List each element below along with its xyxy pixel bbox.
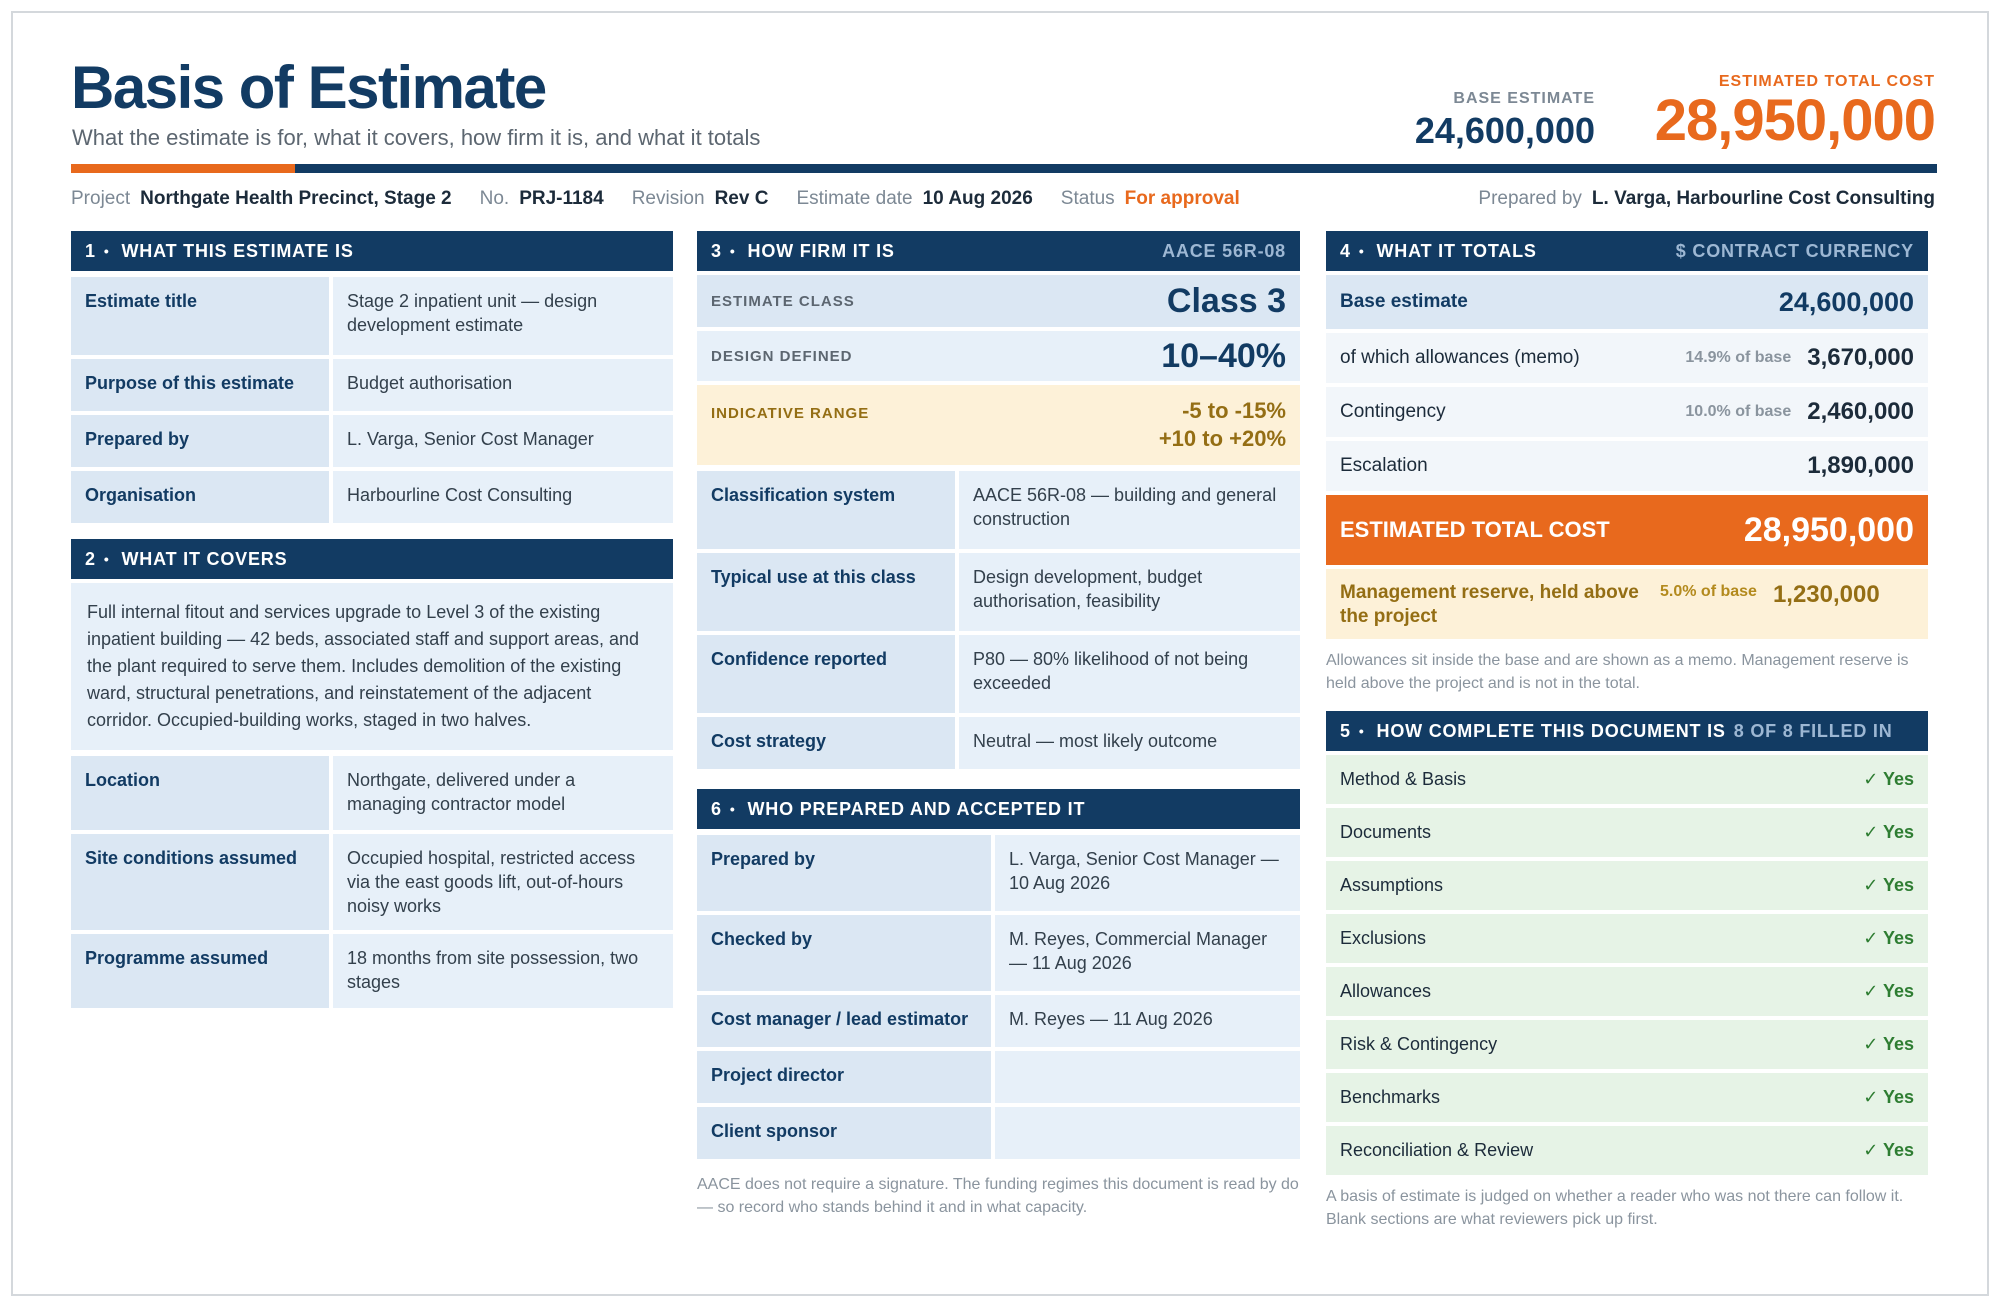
contingency-row (1326, 387, 1928, 437)
project-value: Northgate Health Precinct, Stage 2 (140, 188, 452, 209)
section-2-number: 2 (85, 548, 96, 569)
indicative-range-row (697, 385, 1300, 465)
table-row (71, 471, 673, 523)
project-label: Project (71, 188, 131, 209)
row-label: Estimate title (71, 277, 333, 355)
checklist-label: Risk & Contingency (1340, 1034, 1498, 1054)
allowances-row (1326, 333, 1928, 383)
estimate-class-label: ESTIMATE CLASS (711, 292, 855, 310)
management-reserve-percent: 5.0% of base (1660, 583, 1757, 600)
management-reserve-value: 1,230,000 (1772, 581, 1880, 608)
checklist-item (1326, 1073, 1928, 1122)
indicative-range-values (1159, 397, 1286, 453)
contingency-value: 2,460,000 (1807, 398, 1914, 425)
estimated-total-value: 28,950,000 (1743, 510, 1914, 549)
row-value: AACE 56R-08 — building and general construction (959, 471, 1300, 549)
header-rule-accent (71, 164, 295, 173)
section-6-note: AACE does not require a signature. The funding regimes this document is read by do — so record who stands behind it and in what capacity. (697, 1176, 1299, 1216)
revision-value: Rev C (714, 188, 769, 209)
section-6-header: 6 • WHO PREPARED AND ACCEPTED IT (697, 789, 1300, 829)
section-4-number: 4 (1340, 240, 1351, 261)
section-5-note: A basis of estimate is judged on whether a reader who was not there can follow it. Blank sections are what reviewers pick up first. (1326, 1188, 1904, 1228)
column-right (1326, 231, 1928, 1231)
row-label: Client sponsor (697, 1107, 995, 1159)
section-1-number: 1 (85, 240, 96, 261)
checklist-status: ✓ Yes (1863, 875, 1914, 895)
section-1-table (71, 273, 673, 527)
checklist-label: Method & Basis (1340, 769, 1467, 789)
coverage-description: Full internal fitout and services upgrade to Level 3 of the existing inpatient building — 42 beds, associated staff and support areas, and the plant required to serve them. Includes demolition of the existing ward, structural penetrations, and reinstatement of the adjacent corridor. Occupied-building works, staged in two halves. (71, 583, 673, 750)
total-cost-value: 28,950,000 (1654, 88, 1935, 153)
escalation-label: Escalation (1340, 455, 1428, 476)
section-6-number: 6 (711, 798, 722, 819)
section-5-count: 8 OF 8 FILLED IN (1733, 720, 1893, 741)
row-label: Prepared by (697, 835, 995, 911)
checklist-item (1326, 1126, 1928, 1175)
meta-bar (71, 185, 1935, 213)
section-3-number: 3 (711, 240, 722, 261)
table-row (71, 834, 673, 930)
row-value: L. Varga, Senior Cost Manager (333, 415, 673, 467)
contingency-percent: 10.0% of base (1685, 403, 1792, 420)
checklist-item (1326, 755, 1928, 804)
checklist-item (1326, 861, 1928, 910)
checklist-status: ✓ Yes (1863, 1087, 1914, 1107)
row-value: Budget authorisation (333, 359, 673, 411)
section-6-table (697, 831, 1300, 1163)
row-label: Site conditions assumed (71, 834, 333, 930)
row-label: Typical use at this class (697, 553, 959, 631)
row-label: Confidence reported (697, 635, 959, 713)
section-3-header: 3 • HOW FIRM IT IS AACE 56R-08 (697, 231, 1300, 271)
section-2-table (71, 752, 673, 1012)
section-4-title: WHAT IT TOTALS (1376, 240, 1537, 261)
prepared-by-value: L. Varga, Harbourline Cost Consulting (1591, 188, 1935, 209)
base-estimate-row-label: Base estimate (1340, 291, 1468, 312)
checklist-status: ✓ Yes (1863, 1140, 1914, 1160)
row-label: Prepared by (71, 415, 333, 467)
table-row (697, 717, 1300, 769)
table-row (697, 1107, 1300, 1159)
checklist-item (1326, 1020, 1928, 1069)
row-label: Cost strategy (697, 717, 959, 769)
revision-label: Revision (631, 188, 705, 209)
design-defined-value: 10–40% (1161, 336, 1286, 375)
row-value: M. Reyes, Commercial Manager — 11 Aug 2026 (995, 915, 1300, 991)
section-3-title: HOW FIRM IT IS (747, 240, 895, 261)
row-label: Programme assumed (71, 934, 333, 1008)
header-rule (71, 164, 1937, 173)
checklist-label: Exclusions (1340, 928, 1427, 948)
row-value: 18 months from site possession, two stages (333, 934, 673, 1008)
range-low: -5 to -15% (1182, 398, 1286, 423)
row-value: Neutral — most likely outcome (959, 717, 1300, 769)
base-estimate-row (1326, 275, 1928, 329)
table-row (697, 915, 1300, 991)
table-row (71, 934, 673, 1008)
section-4-note: Allowances sit inside the base and are shown as a memo. Management reserve is held above the project and is not in the total. (1326, 652, 1909, 692)
management-reserve-row (1326, 569, 1928, 639)
row-label: Checked by (697, 915, 995, 991)
estimate-class-value: Class 3 (1166, 281, 1286, 320)
table-row (697, 995, 1300, 1047)
escalation-value: 1,890,000 (1807, 452, 1914, 479)
base-estimate-row-value: 24,600,000 (1778, 286, 1914, 317)
column-middle (697, 231, 1300, 1219)
table-row (697, 835, 1300, 911)
row-value: M. Reyes — 11 Aug 2026 (995, 995, 1300, 1047)
page-subtitle: What the estimate is for, what it covers, how firm it is, and what it totals (72, 125, 761, 150)
checklist-label: Documents (1340, 822, 1432, 842)
prepared-by-label: Prepared by (1478, 188, 1582, 209)
table-row (71, 415, 673, 467)
section-2-header: 2 • WHAT IT COVERS (71, 539, 673, 579)
total-cost-label: ESTIMATED TOTAL COST (1718, 73, 1935, 90)
management-reserve-label: Management reserve, held above the project (1340, 582, 1639, 627)
row-label: Project director (697, 1051, 995, 1103)
base-estimate-value: 24,600,000 (1414, 110, 1595, 151)
checklist-item (1326, 914, 1928, 963)
checklist-item (1326, 808, 1928, 857)
row-label: Cost manager / lead estimator (697, 995, 995, 1047)
section-4-currency: $ CONTRACT CURRENCY (1675, 240, 1914, 261)
row-label: Purpose of this estimate (71, 359, 333, 411)
section-1-title: WHAT THIS ESTIMATE IS (121, 240, 354, 261)
checklist-label: Benchmarks (1340, 1087, 1441, 1107)
estimate-class-row (697, 275, 1300, 327)
table-row (71, 277, 673, 355)
section-2-title: WHAT IT COVERS (121, 548, 288, 569)
section-5-header: 5 • HOW COMPLETE THIS DOCUMENT IS 8 OF 8 FILLED IN (1326, 711, 1928, 751)
number-value: PRJ-1184 (519, 188, 604, 209)
allowances-value: 3,670,000 (1807, 344, 1914, 371)
escalation-row (1326, 441, 1928, 491)
design-defined-row (697, 331, 1300, 381)
estimated-total-label: ESTIMATED TOTAL COST (1340, 517, 1610, 542)
row-value: L. Varga, Senior Cost Manager — 10 Aug 2026 (995, 835, 1300, 911)
page-title: Basis of Estimate (71, 54, 546, 121)
row-value (995, 1051, 1300, 1103)
table-row (697, 471, 1300, 549)
allowances-percent: 14.9% of base (1685, 349, 1792, 366)
section-3-table (697, 467, 1300, 773)
row-value: Design development, budget authorisation, feasibility (959, 553, 1300, 631)
section-4-header: 4 • WHAT IT TOTALS $ CONTRACT CURRENCY (1326, 231, 1928, 271)
row-value: Occupied hospital, restricted access via the east goods lift, out-of-hours noisy works (333, 834, 673, 930)
design-defined-label: DESIGN DEFINED (711, 347, 853, 365)
estimated-total-row (1326, 495, 1928, 565)
row-value: Stage 2 inpatient unit — design development estimate (333, 277, 673, 355)
checklist-label: Reconciliation & Review (1340, 1140, 1534, 1160)
table-row (697, 635, 1300, 713)
contingency-label: Contingency (1340, 401, 1446, 422)
row-label: Classification system (697, 471, 959, 549)
checklist-label: Assumptions (1340, 875, 1444, 895)
range-high: +10 to +20% (1158, 426, 1286, 451)
number-label: No. (479, 188, 510, 209)
checklist-status: ✓ Yes (1863, 769, 1914, 789)
column-left (71, 231, 673, 1012)
row-value: Harbourline Cost Consulting (333, 471, 673, 523)
table-row (71, 756, 673, 830)
section-5-number: 5 (1340, 720, 1351, 741)
row-label: Organisation (71, 471, 333, 523)
section-6-title: WHO PREPARED AND ACCEPTED IT (747, 798, 1086, 819)
status-label: Status (1060, 188, 1115, 209)
indicative-range-label: INDICATIVE RANGE (711, 405, 870, 422)
checklist-status: ✓ Yes (1863, 1034, 1914, 1054)
allowances-label: of which allowances (memo) (1340, 347, 1580, 368)
checklist-status: ✓ Yes (1863, 822, 1914, 842)
date-label: Estimate date (796, 188, 913, 209)
section-3-standard: AACE 56R-08 (1162, 240, 1286, 261)
base-estimate-kpi (1415, 90, 1595, 152)
checklist-status: ✓ Yes (1863, 928, 1914, 948)
row-value: Northgate, delivered under a managing contractor model (333, 756, 673, 830)
document-page (11, 11, 1989, 1296)
base-estimate-label: BASE ESTIMATE (1453, 90, 1595, 107)
table-row (697, 553, 1300, 631)
section-5-title: HOW COMPLETE THIS DOCUMENT IS (1376, 720, 1726, 741)
row-label: Location (71, 756, 333, 830)
checklist-label: Allowances (1340, 981, 1432, 1001)
total-cost-kpi (1655, 73, 1935, 151)
section-1-header: 1 • WHAT THIS ESTIMATE IS (71, 231, 673, 271)
date-value: 10 Aug 2026 (922, 188, 1033, 209)
row-value: P80 — 80% likelihood of not being exceeded (959, 635, 1300, 713)
table-row (697, 1051, 1300, 1103)
checklist-status: ✓ Yes (1863, 981, 1914, 1001)
table-row (71, 359, 673, 411)
checklist-item (1326, 967, 1928, 1016)
row-value (995, 1107, 1300, 1159)
status-value: For approval (1124, 188, 1240, 209)
